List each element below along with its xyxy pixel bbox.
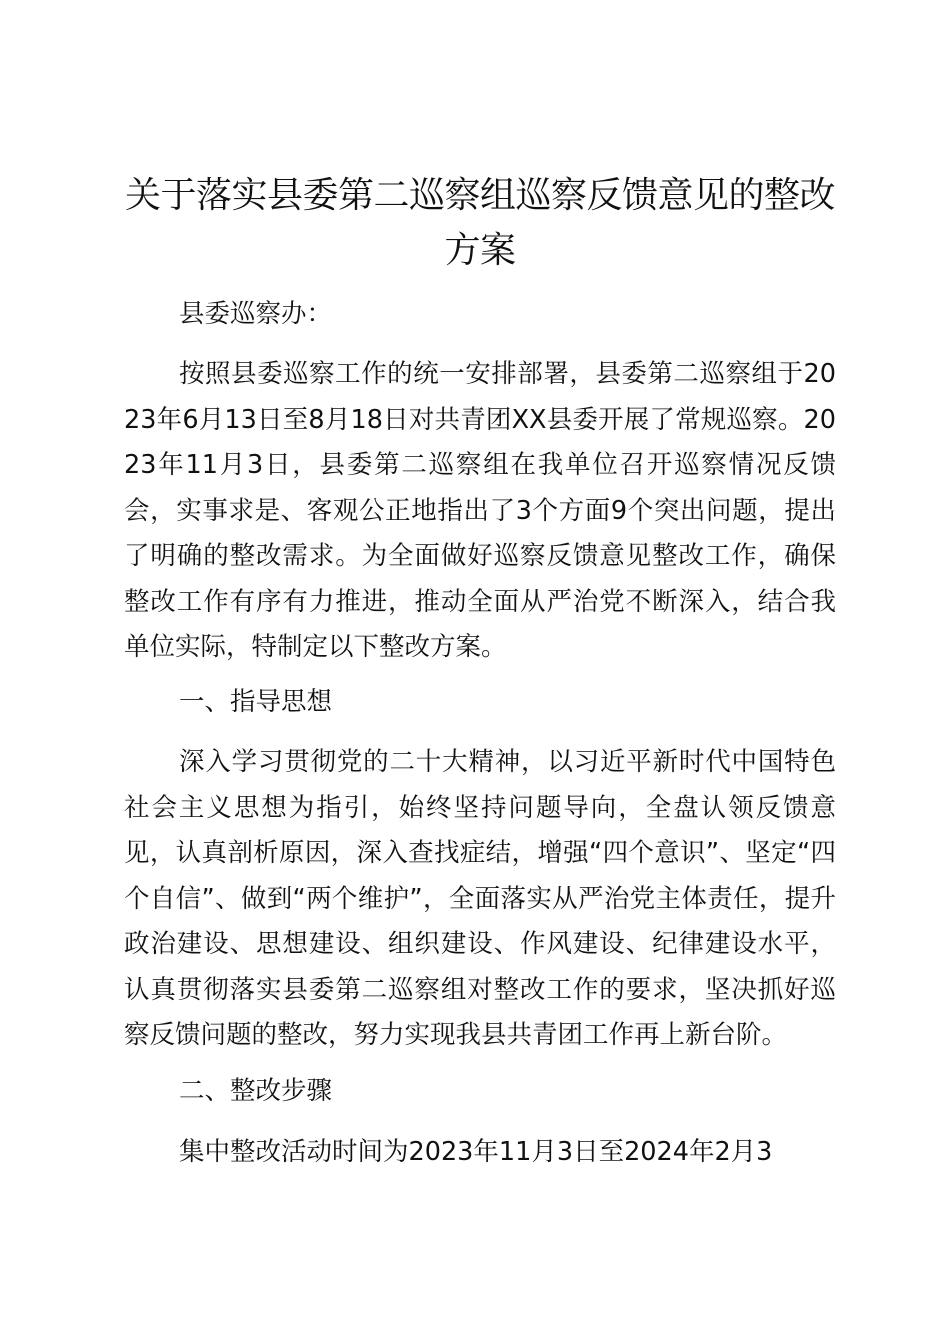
section-heading-rectification-steps: 二、整改步骤 bbox=[179, 1076, 333, 1106]
section-2-heading-block bbox=[124, 1069, 836, 1115]
intro-block bbox=[124, 352, 836, 671]
section-1-body-block bbox=[124, 740, 836, 1059]
section-2-body-block bbox=[124, 1130, 836, 1176]
intro-paragraph: 按照县委巡察工作的统一安排部署，县委第二巡察组于2023年6月13日至8月18日对共青团XX县委开展了常规巡察。2023年11月3日，县委第二巡察组在我单位召开巡察情况反馈会，实事求是、客观公正地指出了3个方面9个突出问题，提出了明确的整改需求。为全面做好巡察反馈意见整改工作，确保整改工作有序有力推进，推动全面从严治党不断深入，结合我单位实际，特制定以下整改方案。 bbox=[124, 359, 836, 662]
section-1-heading-block bbox=[124, 680, 836, 726]
salutation: 县委巡察办： bbox=[179, 299, 333, 329]
section-body-guiding-ideology: 深入学习贯彻党的二十大精神，以习近平新时代中国特色社会主义思想为指引，始终坚持问题导向，全盘认领反馈意见，认真剖析原因，深入查找症结，增强“四个意识”、坚定“四个自信”、做到“两个维护”，全面落实从严治党主体责任，提升政治建设、思想建设、组织建设、作风建设、纪律建设水平，认真贯彻落实县委第二巡察组对整改工作的要求，坚决抓好巡察反馈问题的整改，努力实现我县共青团工作再上新台阶。 bbox=[124, 747, 836, 1050]
section-body-rectification-steps: 集中整改活动时间为2023年11月3日至2024年2月3 bbox=[179, 1137, 773, 1167]
document-title: 关于落实县委第二巡察组巡察反馈意见的整改方案 bbox=[124, 175, 835, 271]
section-heading-guiding-ideology: 一、指导思想 bbox=[179, 687, 333, 717]
salutation-block bbox=[124, 292, 836, 338]
